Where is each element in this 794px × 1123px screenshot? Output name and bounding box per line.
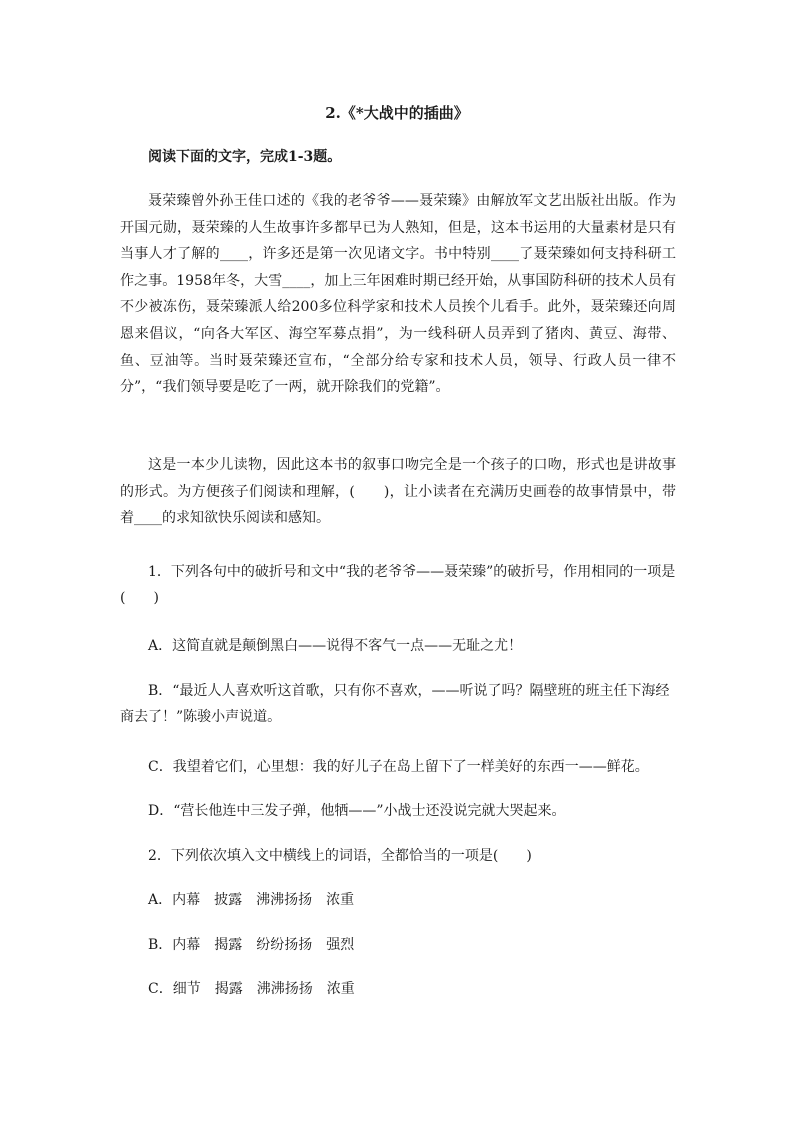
question-1-option-a: A．这简直就是颠倒黑白——说得不客气一点——无耻之尤！ [148,638,523,654]
question-1-option-b: B．“最近人人喜欢听这首歌，只有你不喜欢，——听说了吗？隔壁班的班主任下海经商去了！”陈骏小声说道。 [120,683,670,725]
question-2-option-a: A．内幕 披露 沸沸扬扬 浓重 [148,892,355,908]
question-2-option-c: C．细节 揭露 沸沸扬扬 浓重 [148,981,355,997]
reading-instruction: 阅读下面的文字，完成1-3题。 [148,149,342,165]
question-1-option-d: D．“营长他连中三发子弹，他牺——”小战士还没说完就大哭起来。 [148,803,566,819]
question-2-stem: 2．下列依次填入文中横线上的词语，全都恰当的一项是( ) [148,848,532,864]
question-1-option-c: C．我望着它们，心里想：我的好儿子在岛上留下了一样美好的东西一——鲜花。 [148,759,649,775]
passage-paragraph-1: 聂荣臻曾外孙王佳口述的《我的老爷爷——聂荣臻》由解放军文艺出版社出版。作为开国元勋，聂荣臻的人生故事许多都早已为人熟知，但是，这本书运用的大量素材是只有当事人才了解的____，许多还是第一次见诸文字。书中特别____了聂荣臻如何支持科研工作之事。1958年冬，大雪____，加上三年困难时期已经开始，从事国防科研的技术人员有不少被冻伤，聂荣臻派人给200多位科学家和技术人员挨个儿看手。此外，聂荣臻还向周恩来倡议，“向各大军区、海空军募点捐”，为一线科研人员弄到了猪肉、黄豆、海带、鱼、豆油等。当时聂荣臻还宣布，“全部分给专家和技术人员，领导、行政人员一律不分”，“我们领导要是吃了一两，就开除我们的党籍”。 [120,193,676,396]
page-title: 2.《*大战中的插曲》 [325,104,469,122]
passage-paragraph-2: 这是一本少儿读物，因此这本书的叙事口吻完全是一个孩子的口吻，形式也是讲故事的形式。为方便孩子们阅读和理解，( )，让小读者在充满历史画卷的故事情景中，带着____的求知欲快乐阅读和感知。 [120,457,676,527]
question-1-stem: 1．下列各句中的破折号和文中“我的老爷爷——聂荣臻”的破折号，作用相同的一项是( ) [120,564,676,606]
question-2-option-b: B．内幕 揭露 纷纷扬扬 强烈 [148,937,355,953]
